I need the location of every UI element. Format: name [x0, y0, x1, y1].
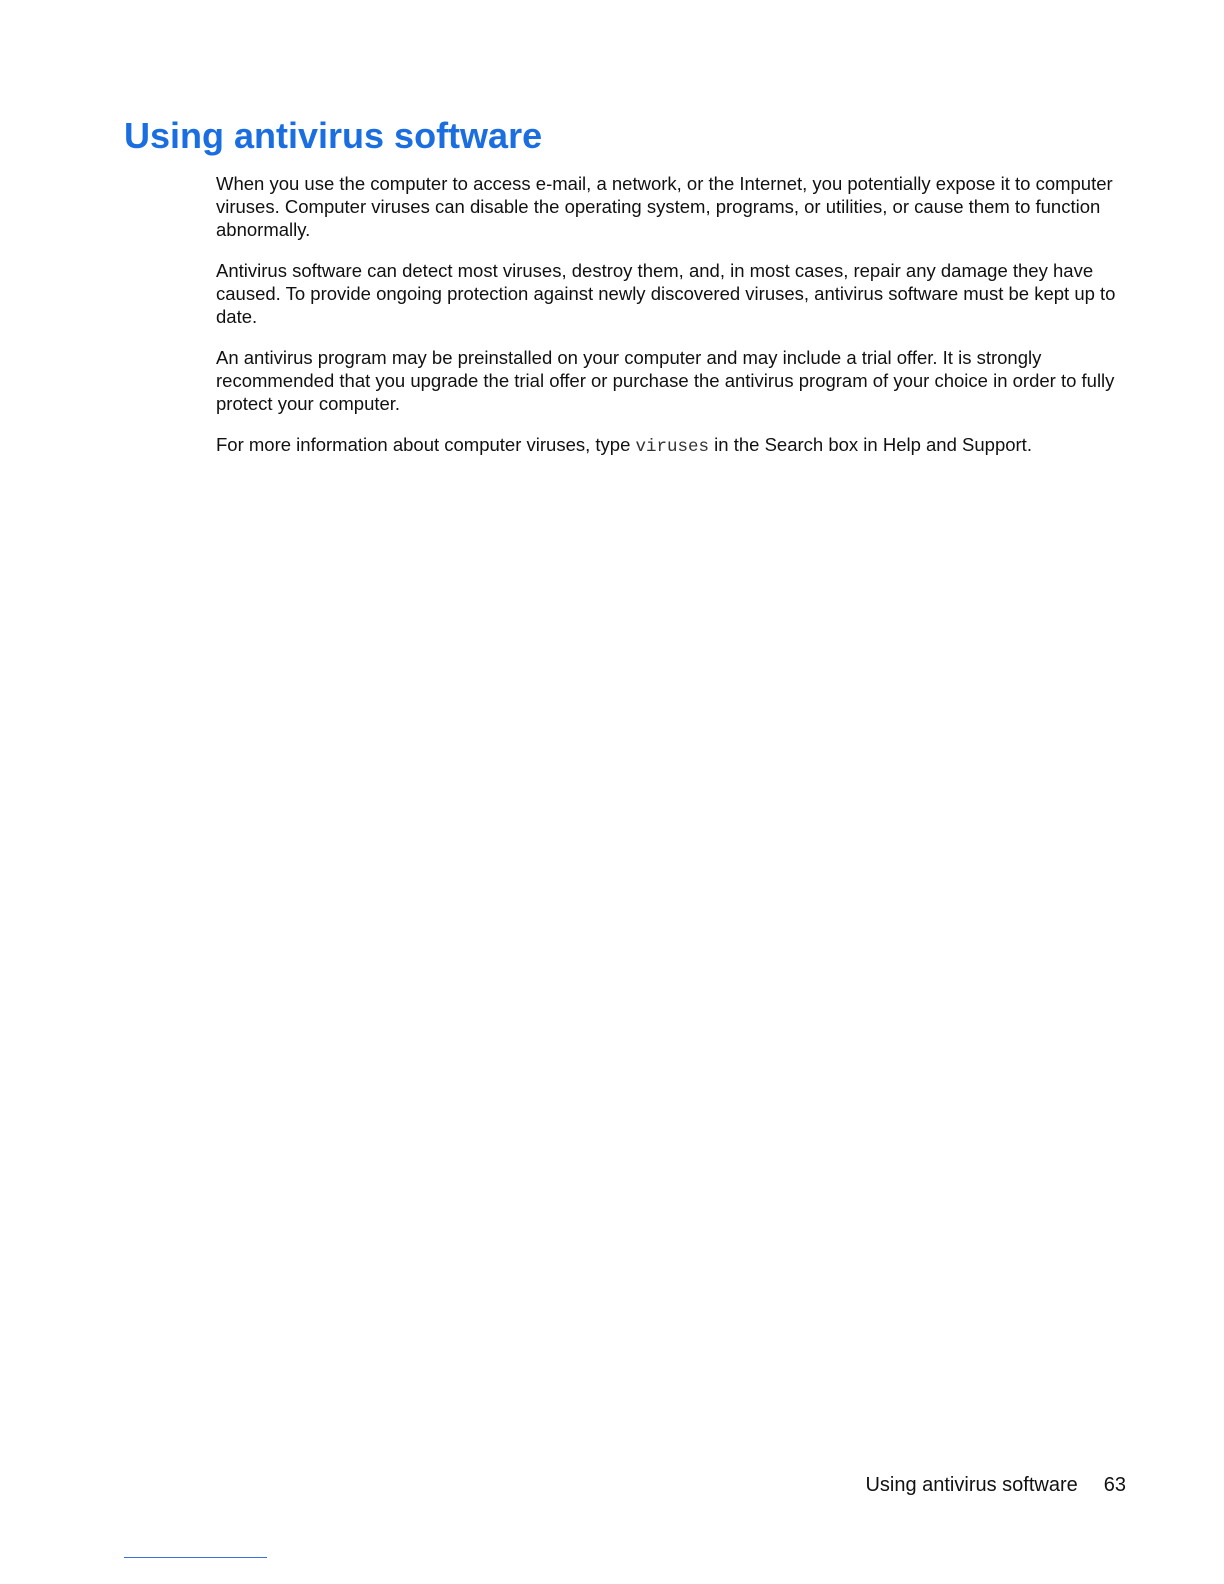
page-footer [865, 1472, 1126, 1498]
more-info-text-after: in the Search box in Help and Support. [709, 434, 1032, 455]
search-term-code: viruses [635, 437, 710, 457]
more-info-text-before: For more information about computer viruses, type [216, 434, 636, 455]
page-title: Using antivirus software [124, 115, 543, 156]
paragraph-antivirus-detect: Antivirus software can detect most viruses, destroy them, and, in most cases, repair any damage they have caused. To provide ongoing protection against newly discovered viruses, antivirus software must be kept up to date. [216, 260, 1116, 327]
paragraph-preinstalled-trial: An antivirus program may be preinstalled on your computer and may include a trial offer. It is strongly recommended that you upgrade the trial offer or purchase the antivirus program of your choice in order to fully protect your computer. [216, 347, 1115, 414]
paragraph-more-info [216, 433, 1116, 459]
footer-divider [124, 1557, 267, 1558]
paragraph-email-viruses: When you use the computer to access e-mail, a network, or the Internet, you potentially expose it to computer viruses. Computer viruses can disable the operating system, programs, or utilities, or cause them to function abnormally. [216, 173, 1113, 240]
body-content [216, 172, 1116, 477]
footer-section-title: Using antivirus software [865, 1474, 1078, 1496]
footer-page-number: 63 [1103, 1474, 1126, 1496]
